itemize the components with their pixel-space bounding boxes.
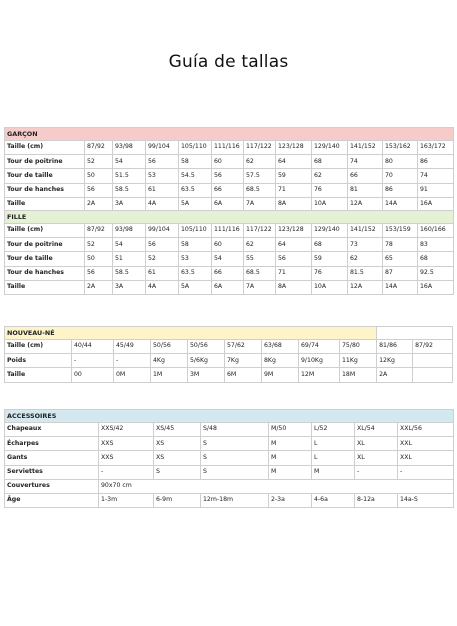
table-cell: 92.5 (418, 266, 454, 280)
table-cell: - (72, 354, 114, 368)
table-cell: 87 (383, 266, 418, 280)
table-cell: 6A (212, 197, 244, 211)
table-cell: 105/110 (179, 224, 212, 238)
table-cell: XXS/42 (99, 423, 154, 437)
row-label: Taille (5, 280, 85, 294)
row-label: Taille (cm) (5, 141, 85, 155)
table-cell: S (201, 465, 269, 479)
row-label: Tour de hanches (5, 183, 85, 197)
table-cell: 3A (113, 280, 146, 294)
table-cell: 00 (72, 368, 114, 382)
table-cell: 153/159 (383, 224, 418, 238)
table-cell: 54.5 (179, 169, 212, 183)
table-cell: 14A (383, 280, 418, 294)
table-cell: L/52 (312, 423, 355, 437)
table-cell: 9/10Kg (299, 354, 340, 368)
table-cell: 62 (312, 169, 348, 183)
table-cell: XXL (398, 451, 454, 465)
table-cell: 58.5 (113, 183, 146, 197)
row-label: Tour de taille (5, 252, 85, 266)
table-cell: 6M (225, 368, 262, 382)
table-row (5, 280, 454, 294)
table-cell: 45/49 (114, 340, 151, 354)
table-cell: 8A (276, 280, 312, 294)
table-cell: 105/110 (179, 141, 212, 155)
row-label: Taille (5, 197, 85, 211)
table-cell: 10A (312, 197, 348, 211)
table-cell: 99/104 (146, 224, 179, 238)
table-cell: 12Kg (377, 354, 413, 368)
table-cell: 52 (146, 252, 179, 266)
table-cell: 123/128 (276, 224, 312, 238)
table-cell: 93/98 (113, 224, 146, 238)
table-cell: 141/152 (348, 141, 383, 155)
table-cell: 18M (340, 368, 377, 382)
table-cell: L (312, 451, 355, 465)
table-cell: 81 (348, 183, 383, 197)
table-cell: 129/140 (312, 224, 348, 238)
table-row (5, 266, 454, 280)
table-cell: 8A (276, 197, 312, 211)
table-cell: 5A (179, 197, 212, 211)
table-cell: 75/80 (340, 340, 377, 354)
table-cell: 86 (418, 155, 454, 169)
table-cell: 87/92 (85, 141, 113, 155)
section-heading: NOUVEAU-NÉ (5, 327, 377, 340)
table-cell: 123/128 (276, 141, 312, 155)
table-cell: XL (355, 451, 398, 465)
section-heading: ACCESSOIRES (5, 410, 454, 423)
table-cell: 81.5 (348, 266, 383, 280)
table-cell: 63/68 (262, 340, 299, 354)
table-row (5, 493, 454, 507)
table-row (5, 465, 454, 479)
table-cell: S/48 (201, 423, 269, 437)
table-cell: 2A (85, 280, 113, 294)
table-cell: 4Kg (151, 354, 188, 368)
table-cell: 68.5 (244, 266, 276, 280)
table-cell: 16A (418, 197, 454, 211)
table-cell: 4A (146, 280, 179, 294)
table-cell: 65 (383, 252, 418, 266)
table-cell: 61 (146, 266, 179, 280)
table-row (5, 183, 454, 197)
table-cell: 117/122 (244, 141, 276, 155)
table-row (5, 437, 454, 451)
table-cell: M/50 (269, 423, 312, 437)
table-cell: 53 (146, 169, 179, 183)
table-cell: 86 (383, 183, 418, 197)
table-cell: 90x70 cm (99, 479, 454, 493)
table-cell: 2-3a (269, 493, 312, 507)
table-cell: 64 (276, 238, 312, 252)
table-cell: 71 (276, 183, 312, 197)
table-cell: S (201, 451, 269, 465)
table-cell: - (398, 465, 454, 479)
row-label: Poids (5, 354, 72, 368)
table-cell: 74 (418, 169, 454, 183)
table-cell: 50 (85, 252, 113, 266)
table-cell: 7A (244, 280, 276, 294)
table-cell: 7Kg (225, 354, 262, 368)
table-cell: 58.5 (113, 266, 146, 280)
table-cell: 87/92 (413, 340, 453, 354)
table-cell: XS (154, 437, 201, 451)
table-cell: 60 (212, 155, 244, 169)
table-cell: 10A (312, 280, 348, 294)
table-cell: 1M (151, 368, 188, 382)
table-cell: 12A (348, 280, 383, 294)
table-cell: 50 (85, 169, 113, 183)
table-cell: 62 (244, 238, 276, 252)
table-cell: 56 (146, 238, 179, 252)
table-cell: 64 (276, 155, 312, 169)
table-cell: 91 (418, 183, 454, 197)
table-cell: 0M (114, 368, 151, 382)
table-cell: XS (154, 451, 201, 465)
table-cell: 4-6a (312, 493, 355, 507)
table-cell: S (201, 437, 269, 451)
table-cell: 57.5 (244, 169, 276, 183)
section-heading: GARÇON (5, 128, 454, 141)
table-cell: XXL/56 (398, 423, 454, 437)
table-row (5, 451, 454, 465)
garcon-size-table (4, 127, 454, 212)
table-row (5, 238, 454, 252)
row-label: Taille (5, 368, 72, 382)
table-cell: 68 (312, 155, 348, 169)
table-cell: 56 (85, 183, 113, 197)
table-cell: XXL (398, 437, 454, 451)
table-row (5, 252, 454, 266)
table-cell: 117/122 (244, 224, 276, 238)
table-row (5, 169, 454, 183)
table-cell: 111/116 (212, 141, 244, 155)
table-cell: - (99, 465, 154, 479)
section-heading: FILLE (5, 211, 454, 224)
table-cell: 68.5 (244, 183, 276, 197)
row-label: Serviettes (5, 465, 99, 479)
table-cell: 14A (383, 197, 418, 211)
table-cell: 99/104 (146, 141, 179, 155)
table-cell: 56 (212, 169, 244, 183)
table-cell: 63.5 (179, 266, 212, 280)
table-cell: 12M (299, 368, 340, 382)
table-cell: 54 (212, 252, 244, 266)
table-cell: 68 (418, 252, 454, 266)
row-label: Tour de poitrine (5, 238, 85, 252)
table-cell: 59 (312, 252, 348, 266)
table-cell: 76 (312, 266, 348, 280)
accessoires-size-table (4, 409, 454, 508)
table-row (5, 368, 453, 382)
table-cell: 6-9m (154, 493, 201, 507)
table-cell: 73 (348, 238, 383, 252)
table-cell: 62 (348, 252, 383, 266)
table-cell: 62 (244, 155, 276, 169)
row-label: Tour de hanches (5, 266, 85, 280)
table-cell: XXS (99, 451, 154, 465)
table-cell: 69/74 (299, 340, 340, 354)
table-cell: 4A (146, 197, 179, 211)
nouveau-ne-size-table (4, 326, 453, 383)
table-cell: 54 (113, 155, 146, 169)
table-cell: 40/44 (72, 340, 114, 354)
table-cell: 160/166 (418, 224, 454, 238)
table-cell: 78 (383, 238, 418, 252)
table-cell: 87/92 (85, 224, 113, 238)
table-cell: 74 (348, 155, 383, 169)
table-cell: 50/56 (151, 340, 188, 354)
table-cell: 12m-18m (201, 493, 269, 507)
table-cell: 57/62 (225, 340, 262, 354)
table-cell: 14a-S (398, 493, 454, 507)
table-cell: 76 (312, 183, 348, 197)
table-cell: 2A (377, 368, 413, 382)
table-row (5, 340, 453, 354)
table-cell: M (269, 437, 312, 451)
page-title: Guía de tallas (168, 52, 289, 72)
table-cell: XL (355, 437, 398, 451)
table-cell: 7A (244, 197, 276, 211)
table-row (5, 423, 454, 437)
table-cell: 12A (348, 197, 383, 211)
table-cell: 58 (179, 238, 212, 252)
row-label: Écharpes (5, 437, 99, 451)
row-label: Âge (5, 493, 99, 507)
table-cell (413, 354, 453, 368)
table-cell: 6A (212, 280, 244, 294)
table-cell: 71 (276, 266, 312, 280)
table-cell: 3A (113, 197, 146, 211)
table-cell: 68 (312, 238, 348, 252)
table-cell: 56 (146, 155, 179, 169)
table-cell: 66 (212, 183, 244, 197)
fille-size-table (4, 210, 454, 295)
table-cell: 56 (85, 266, 113, 280)
table-row (5, 479, 454, 493)
table-cell: XS/45 (154, 423, 201, 437)
row-label: Tour de poitrine (5, 155, 85, 169)
table-cell: M (269, 465, 312, 479)
table-cell: M (312, 465, 355, 479)
table-cell: 5A (179, 280, 212, 294)
table-row (5, 354, 453, 368)
table-cell: 80 (383, 155, 418, 169)
table-cell: M (269, 451, 312, 465)
table-cell: 153/162 (383, 141, 418, 155)
table-cell: - (355, 465, 398, 479)
table-cell: 8Kg (262, 354, 299, 368)
row-label: Gants (5, 451, 99, 465)
table-cell: 9M (262, 368, 299, 382)
table-cell: 50/56 (188, 340, 225, 354)
table-cell: 56 (276, 252, 312, 266)
table-cell: 3M (188, 368, 225, 382)
table-cell: 52 (85, 238, 113, 252)
table-cell: 5/6Kg (188, 354, 225, 368)
table-row (5, 141, 454, 155)
table-cell: 111/116 (212, 224, 244, 238)
table-cell: 2A (85, 197, 113, 211)
table-row (5, 224, 454, 238)
table-cell: 83 (418, 238, 454, 252)
table-cell: 51.5 (113, 169, 146, 183)
table-cell: 52 (85, 155, 113, 169)
table-cell: 61 (146, 183, 179, 197)
table-cell: 1-3m (99, 493, 154, 507)
table-cell: 8-12a (355, 493, 398, 507)
table-cell: 16A (418, 280, 454, 294)
table-cell: 141/152 (348, 224, 383, 238)
table-cell: 93/98 (113, 141, 146, 155)
row-label: Taille (cm) (5, 340, 72, 354)
row-label: Tour de taille (5, 169, 85, 183)
table-cell: 58 (179, 155, 212, 169)
row-label: Taille (cm) (5, 224, 85, 238)
table-cell: XL/54 (355, 423, 398, 437)
table-cell: - (114, 354, 151, 368)
table-cell: 11Kg (340, 354, 377, 368)
table-cell: 59 (276, 169, 312, 183)
table-cell: 51 (113, 252, 146, 266)
table-cell: 163/172 (418, 141, 454, 155)
table-cell: 66 (348, 169, 383, 183)
table-cell: 66 (212, 266, 244, 280)
table-cell: 54 (113, 238, 146, 252)
table-cell (413, 368, 453, 382)
table-cell: XXS (99, 437, 154, 451)
table-cell: 81/86 (377, 340, 413, 354)
table-cell: 53 (179, 252, 212, 266)
table-row (5, 155, 454, 169)
row-label: Chapeaux (5, 423, 99, 437)
row-label: Couvertures (5, 479, 99, 493)
table-cell: S (154, 465, 201, 479)
table-cell: 55 (244, 252, 276, 266)
table-cell: 129/140 (312, 141, 348, 155)
table-cell: 70 (383, 169, 418, 183)
table-cell: 60 (212, 238, 244, 252)
table-cell: 63.5 (179, 183, 212, 197)
table-cell: L (312, 437, 355, 451)
